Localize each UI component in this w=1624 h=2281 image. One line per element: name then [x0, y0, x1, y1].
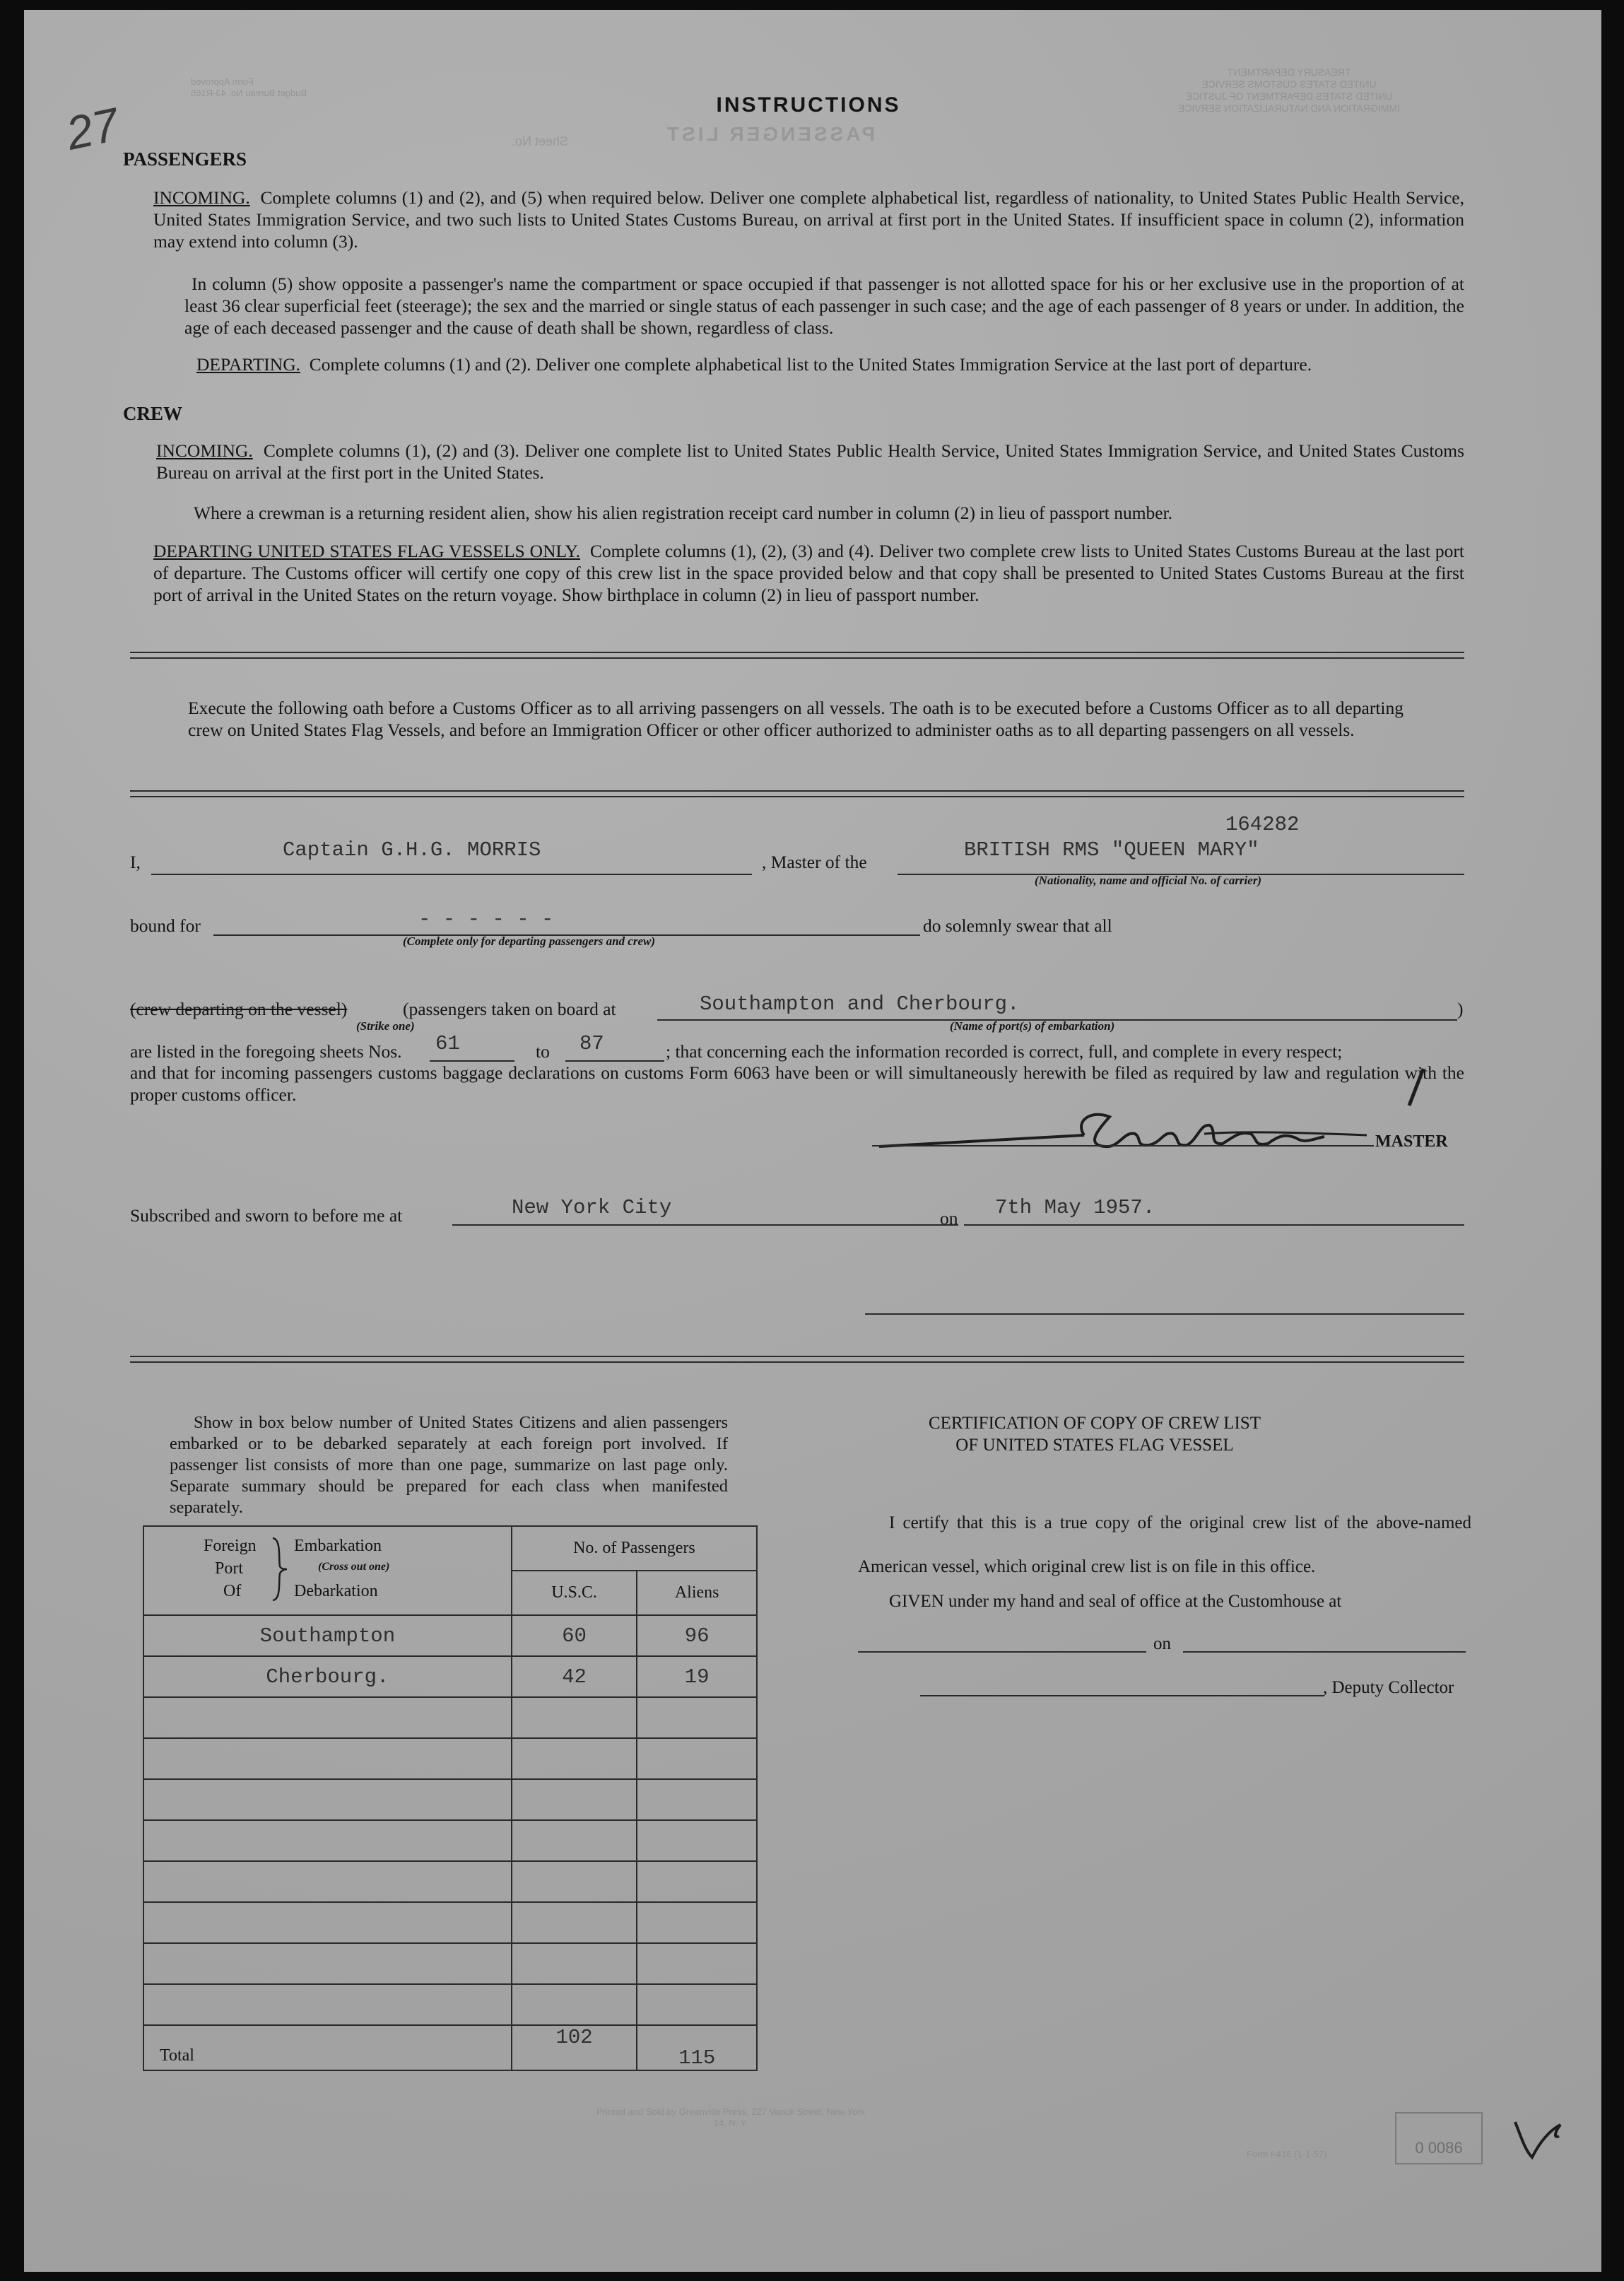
table-row: [143, 1820, 757, 1861]
official-number-value: 164282: [1225, 813, 1300, 836]
row-usc: 60: [512, 1615, 637, 1656]
certification-text: I certify that this is a true copy of the original crew list of the above-named American vessel, which original crew list is on file in this office.: [858, 1513, 1471, 1576]
crew-resident-paragraph: Where a crewman is a returning resident alien, show his alien registration receipt card number in column (2) in lieu of passport number.: [194, 503, 1173, 523]
row-aliens: [637, 1861, 757, 1902]
passengers-incoming-text: Complete columns (1) and (2), and (5) when required below. Deliver one complete alphabetical list, regardless of nationality, to United States Public Health Service, United States Immigration Service, and two such lists to United States Customs Bureau, on arrival at first port in the United States. If insufficient space in column (2), information may extend into column (3).: [153, 187, 1465, 252]
hdr-aliens: Aliens: [637, 1571, 757, 1615]
sworn-place-value: New York City: [512, 1196, 672, 1219]
close-paren: ): [1457, 999, 1464, 1019]
row-port: [143, 1984, 512, 2025]
hdr-foreign: Foreign: [204, 1537, 257, 1555]
row-port: [143, 1697, 512, 1738]
header-brace: [270, 1537, 288, 1602]
sworn-place-line: [452, 1224, 958, 1226]
certification-on-label: on: [1153, 1634, 1171, 1653]
row-port: [143, 1779, 512, 1820]
swear-label: do solemnly swear that all: [923, 915, 1112, 936]
baggage-text: and that for incoming passengers customs baggage declarations on customs Form 6063 have been or will simultaneously herewith be filed as required by law and regulation with the proper customs officer.: [130, 1062, 1464, 1105]
row-usc: [512, 1779, 637, 1820]
passengers-heading: PASSENGERS: [123, 148, 247, 170]
table-row: [143, 1943, 757, 1984]
row-port: [143, 1861, 512, 1902]
stamp-box: [1395, 2112, 1483, 2164]
listed-rest-text: ; that concerning each the information recorded is correct, full, and complete in every respect;: [666, 1041, 1343, 1062]
strike-caption: (Strike one): [356, 1019, 415, 1033]
crew-incoming-text: Complete columns (1), (2) and (3). Deliver one complete list to United States Public Health Service, United States Immigration Service, and United States Customs Bureau on arrival at the first port in the United States.: [156, 440, 1465, 483]
row-aliens: 96: [637, 1615, 757, 1656]
row-usc: [512, 1861, 637, 1902]
passengers-incoming-paragraph: [153, 187, 1464, 252]
stamp-number: 0 0086: [1415, 2139, 1463, 2157]
passengers-taken-label: (passengers taken on board at: [403, 999, 616, 1019]
passengers-departing-text: Complete columns (1) and (2). Deliver one complete alphabetical list to the United States Immigration Service at the last port of departure.: [309, 354, 1312, 375]
struck-crew-text: (crew departing on the vessel): [130, 999, 348, 1019]
sworn-date-line: [964, 1224, 1464, 1226]
crew-departing-paragraph: [153, 540, 1464, 606]
row-usc: 42: [512, 1656, 637, 1697]
vessel-value: BRITISH RMS "QUEEN MARY": [964, 838, 1259, 862]
hdr-usc: U.S.C.: [512, 1571, 637, 1615]
form-number: Form I-416 (1-1-57): [1247, 2149, 1327, 2159]
hdr-port: Port: [215, 1559, 244, 1578]
master-signature: [872, 1103, 1381, 1166]
crew-incoming-paragraph: [156, 440, 1464, 483]
passengers-column5-paragraph: In column (5) show opposite a passenger's name the compartment or space occupied if that passenger is not allotted space for his or her exclusive use in the proportion of at least 36 clear superficial feet (steerage); the sex and the married or single status of each passenger in such case; and the age of each passenger of 8 years or under. In addition, the age of each deceased passenger and the cause of death shall be shown, regardless of class.: [184, 274, 1464, 338]
row-aliens: [637, 1738, 757, 1779]
certification-date-line: [1183, 1651, 1466, 1653]
vessel-caption: (Nationality, name and official No. of carrier): [1035, 874, 1262, 887]
deputy-collector-label: , Deputy Collector: [1323, 1678, 1454, 1697]
passengers-departing-paragraph: [196, 353, 1464, 375]
embark-ports-value: Southampton and Cherbourg.: [700, 992, 1020, 1016]
passengers-departing-label: DEPARTING.: [196, 354, 300, 375]
table-row: [143, 1656, 757, 1697]
sheet-from-value: 61: [435, 1032, 460, 1055]
row-usc: [512, 1984, 637, 2025]
sworn-on-label: on: [940, 1208, 958, 1229]
master-of-label: , Master of the: [762, 852, 867, 872]
port-header-cell: [143, 1526, 512, 1615]
deputy-collector-line: [920, 1695, 1324, 1696]
oath-i-label: I,: [130, 852, 141, 872]
check-tick-mark: [1402, 1066, 1430, 1108]
page-title: INSTRUCTIONS: [716, 93, 901, 117]
hdr-of: Of: [223, 1582, 242, 1600]
row-aliens: [637, 1820, 757, 1861]
master-label: MASTER: [1375, 1132, 1448, 1151]
row-aliens: [637, 1779, 757, 1820]
row-port: [143, 1943, 512, 1984]
crew-incoming-label: INCOMING.: [156, 440, 253, 461]
embark-caption: (Name of port(s) of embarkation): [950, 1019, 1115, 1033]
row-port: [143, 1738, 512, 1779]
row-aliens: [637, 1697, 757, 1738]
row-usc: [512, 1943, 637, 1984]
crew-departing-label: DEPARTING UNITED STATES FLAG VESSELS ONLY.: [153, 541, 581, 561]
crew-departing-text: Complete columns (1), (2), (3) and (4). Deliver two complete crew lists to United States Customs Bureau at the last port of departure. The Customs officer will certify one copy of this crew list in the space provided below and that copy shall be presented to United States Customs Bureau at the first port of arrival in the United States on the return voyage. Show birthplace in column (2) in lieu of passport number.: [153, 541, 1464, 605]
total-label: Total: [143, 2025, 512, 2070]
customhouse-line: [858, 1651, 1146, 1653]
hdr-embarkation: Embarkation: [294, 1537, 382, 1555]
certification-given-text: GIVEN under my hand and seal of office at the Customhouse at: [889, 1592, 1342, 1611]
row-aliens: [637, 1943, 757, 1984]
bleed-through-form-approved: Form Approved Budget Bureau No. 43-R165: [191, 76, 307, 98]
table-row: [143, 1861, 757, 1902]
master-signature-line: [872, 1145, 1374, 1147]
subscribed-label: Subscribed and sworn to before me at: [130, 1205, 403, 1226]
divider-middle: [130, 790, 1464, 797]
master-name-line: [151, 874, 752, 875]
officer-signature-line: [865, 1313, 1464, 1315]
total-usc: 102: [512, 2025, 637, 2070]
certification-title-line1: CERTIFICATION OF COPY OF CREW LIST: [928, 1414, 1261, 1433]
summary-intro: Show in box below number of United States Citizens and alien passengers embarked or to be debarked separately at each foreign port involved. If passenger list consists of more than one page, summarize on last page only. Separate summary should be prepared for each class when manifested separately.: [170, 1413, 728, 1517]
row-usc: [512, 1697, 637, 1738]
document-page: [24, 10, 1601, 2272]
table-row: [143, 1615, 757, 1656]
oath-instructions: Execute the following oath before a Customs Officer as to all arriving passengers on all vessels. The oath is to be executed before a Customs Officer as to all departing crew on United States Flag Vessels, and before an Immigration Officer or other officer authorized to administer oaths as to all departing passengers on all vessels.: [188, 698, 1404, 740]
row-port: Southampton: [143, 1615, 512, 1656]
row-usc: [512, 1738, 637, 1779]
bound-for-caption: (Complete only for departing passengers and crew): [403, 934, 655, 948]
divider-bottom: [130, 1356, 1464, 1363]
summary-table: [143, 1525, 758, 2071]
table-row: [143, 1779, 757, 1820]
hdr-cross-out: (Cross out one): [318, 1561, 390, 1573]
bleed-through-passenger-list: PASSENGER LIST: [664, 123, 876, 145]
hdr-debarkation: Debarkation: [294, 1582, 378, 1600]
bound-for-value: - - - - - -: [418, 908, 554, 931]
total-aliens: 115: [637, 2025, 757, 2070]
row-port: [143, 1820, 512, 1861]
row-usc: [512, 1820, 637, 1861]
table-row: [143, 1984, 757, 2025]
to-label: to: [536, 1041, 550, 1062]
table-row: [143, 1902, 757, 1943]
corner-handwritten-mark: 27: [61, 98, 124, 160]
crew-heading: CREW: [123, 403, 183, 424]
sheet-to-value: 87: [579, 1032, 604, 1055]
row-port: Cherbourg.: [143, 1656, 512, 1697]
row-aliens: [637, 1902, 757, 1943]
bound-for-label: bound for: [130, 915, 201, 936]
sworn-date-value: 7th May 1957.: [995, 1196, 1155, 1219]
printer-note: Printed and Sold by Greenville Press, 227 Varick Street, New York 14, N. Y.: [596, 2106, 866, 2128]
listed-label: are listed in the foregoing sheets Nos.: [130, 1041, 402, 1062]
certification-title: [865, 1412, 1324, 1456]
certification-title-line2: OF UNITED STATES FLAG VESSEL: [955, 1436, 1234, 1455]
table-row: [143, 1697, 757, 1738]
table-row: [143, 1738, 757, 1779]
master-name-value: Captain G.H.G. MORRIS: [283, 838, 541, 862]
row-usc: [512, 1902, 637, 1943]
row-port: [143, 1902, 512, 1943]
handwritten-check-mark: [1511, 2115, 1567, 2164]
divider-top: [130, 652, 1464, 659]
bleed-through-agency: TREASURY DEPARTMENT UNITED STATES CUSTOMS SERVICE UNITED STATES DEPARTMENT OF JUSTICE IMMIGRATION AND NATURALIZATION SERVICE: [1178, 66, 1400, 114]
bleed-through-sheet-no: Sheet No.: [511, 134, 568, 148]
passengers-incoming-label: INCOMING.: [153, 187, 250, 208]
hdr-passengers: No. of Passengers: [512, 1526, 757, 1571]
total-row: [143, 2025, 757, 2070]
row-aliens: 19: [637, 1656, 757, 1697]
row-aliens: [637, 1984, 757, 2025]
